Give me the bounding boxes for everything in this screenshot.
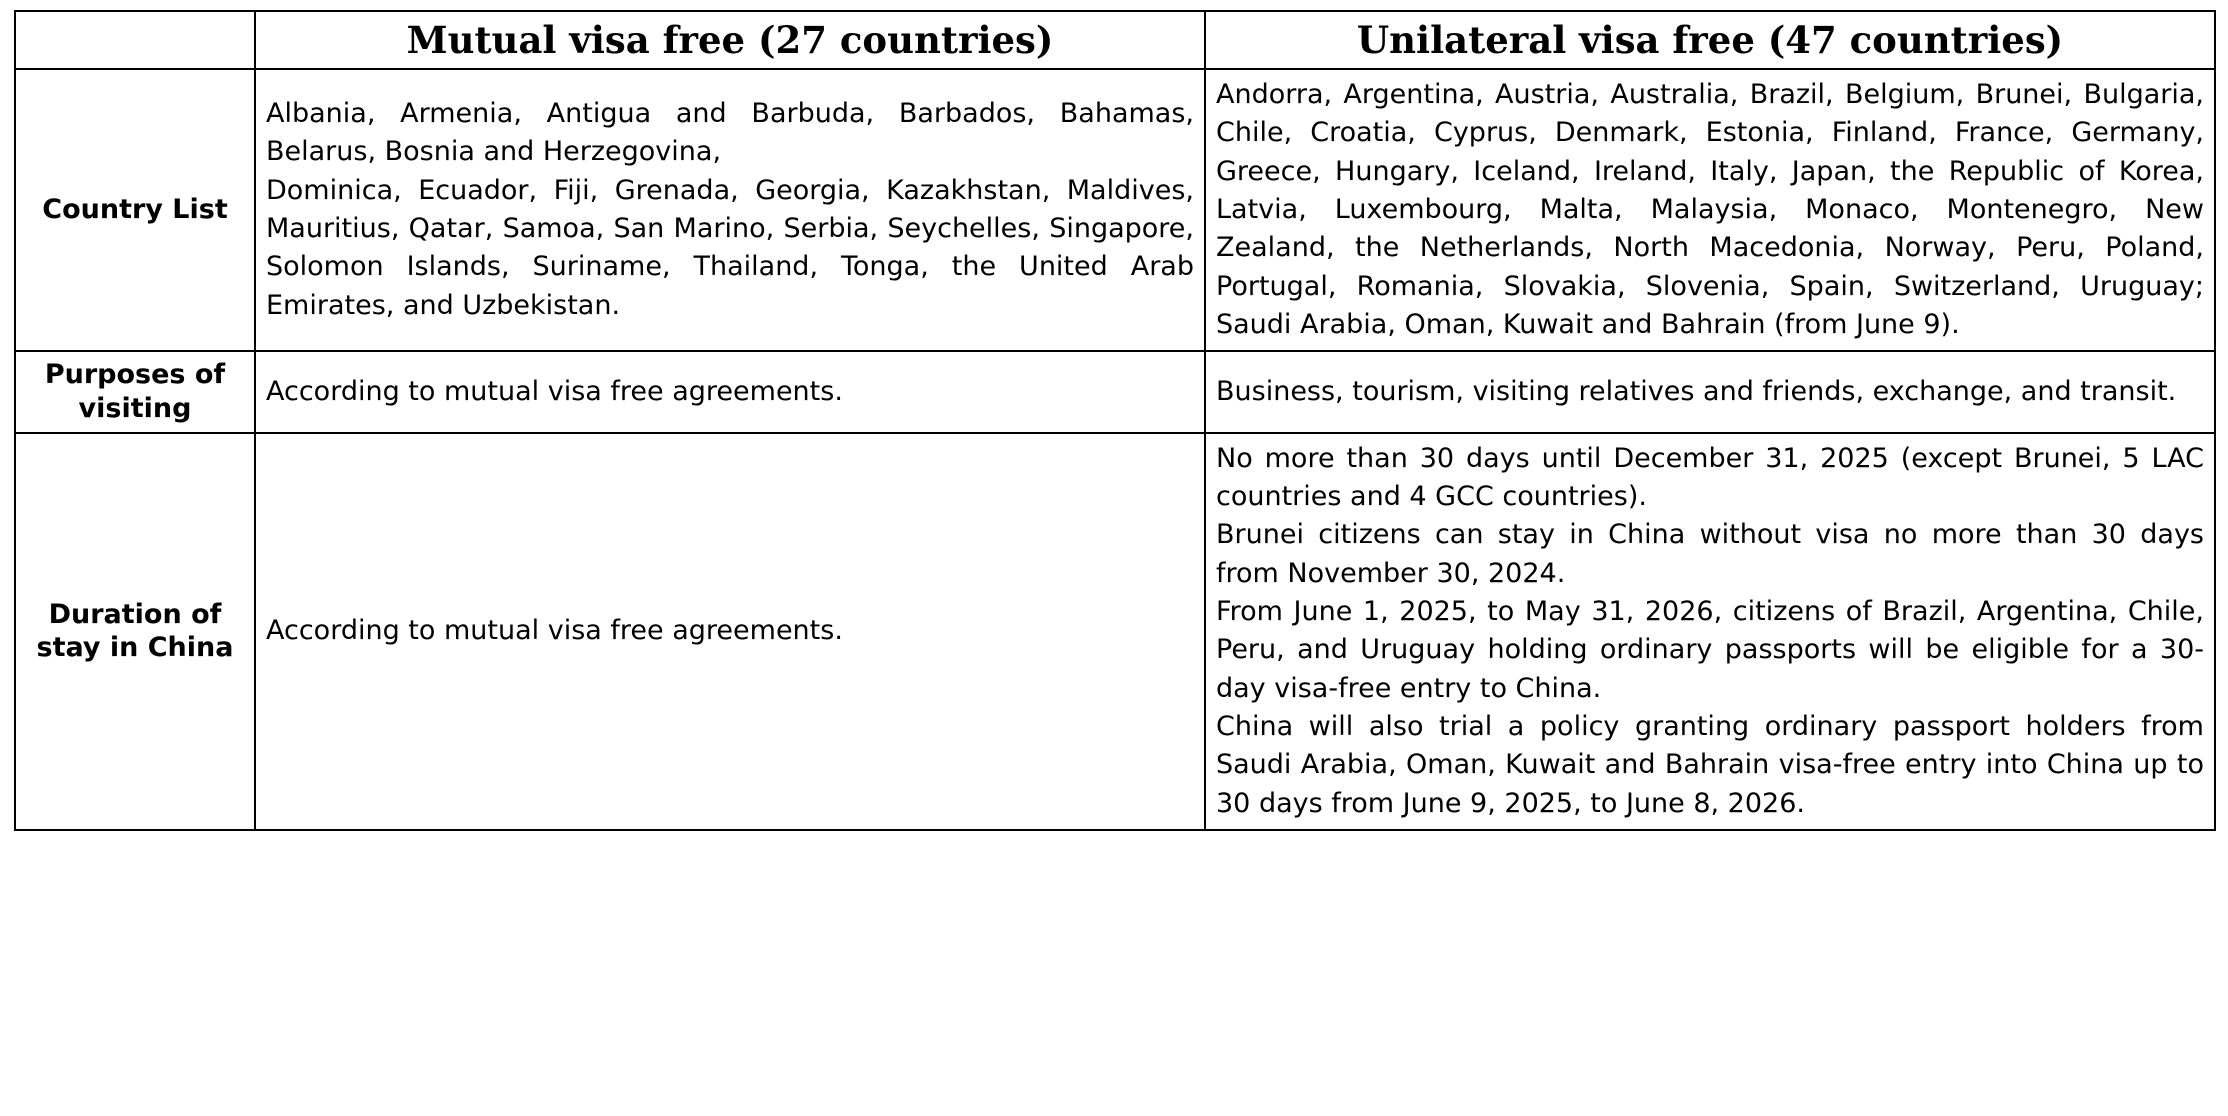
paragraph: Brunei citizens can stay in China without visa no more than 30 days from November 30, 2024. bbox=[1216, 519, 2204, 589]
cell-duration-unilateral bbox=[1205, 433, 2215, 830]
cell-duration-mutual bbox=[255, 433, 1205, 830]
cell-purposes-mutual bbox=[255, 351, 1205, 433]
paragraph: Dominica, Ecuador, Fiji, Grenada, Georgia, Kazakhstan, Maldives, Mauritius, Qatar, Samoa, San Marino, Serbia, Seychelles, Singapore, Solomon Islands, Suriname, Thailand, Tonga, the United Arab Emirates, and Uzbekistan. bbox=[266, 174, 1194, 321]
cell-purposes-unilateral bbox=[1205, 351, 2215, 433]
table-row bbox=[15, 69, 2215, 351]
header-mutual-visa-free: Mutual visa free (27 countries) bbox=[255, 11, 1205, 69]
paragraph: According to mutual visa free agreements. bbox=[266, 615, 843, 647]
paragraph: No more than 30 days until December 31, 2025 (except Brunei, 5 LAC countries and 4 GCC countries). bbox=[1216, 442, 2204, 513]
paragraph: China will also trial a policy granting ordinary passport holders from Saudi Arabia, Oman, Kuwait and Bahrain visa-free entry into China up to 30 days from June 9, 2025, to June 8, 2026. bbox=[1216, 711, 2204, 819]
visa-policy-table bbox=[14, 10, 2216, 831]
header-unilateral-visa-free: Unilateral visa free (47 countries) bbox=[1205, 11, 2215, 69]
paragraph: According to mutual visa free agreements. bbox=[266, 375, 843, 407]
paragraph: Business, tourism, visiting relatives and friends, exchange, and transit. bbox=[1216, 375, 2177, 407]
table-row bbox=[15, 433, 2215, 830]
header-corner-cell bbox=[15, 11, 255, 69]
row-label-country-list: Country List bbox=[15, 69, 255, 351]
paragraph: From June 1, 2025, to May 31, 2026, citizens of Brazil, Argentina, Chile, Peru, and Uruguay holding ordinary passports will be eligible for a 30-day visa-free entry to China. bbox=[1216, 596, 2204, 704]
paragraph: Albania, Armenia, Antigua and Barbuda, Barbados, Bahamas, Belarus, Bosnia and Herzegovina, bbox=[266, 98, 1194, 168]
row-label-duration-of-stay: Duration of stay in China bbox=[15, 433, 255, 830]
row-label-purposes-of-visiting: Purposes of visiting bbox=[15, 351, 255, 433]
table-row bbox=[15, 351, 2215, 433]
paragraph: Andorra, Argentina, Austria, Australia, Brazil, Belgium, Brunei, Bulgaria, Chile, Croatia, Cyprus, Denmark, Estonia, Finland, France, Germany, Greece, Hungary, Iceland, Ireland, Italy, Japan, the Republic of Korea, Latvia, Luxembourg, Malta, Malaysia, Monaco, Montenegro, New Zealand, the Netherlands, North Macedonia, Norway, Peru, Poland, Portugal, Romania, Slovakia, Slovenia, Spain, Switzerland, Uruguay; Saudi Arabia, Oman, Kuwait and Bahrain (from June 9). bbox=[1216, 79, 2204, 340]
cell-country-list-unilateral bbox=[1205, 69, 2215, 351]
cell-country-list-mutual bbox=[255, 69, 1205, 351]
table-header-row bbox=[15, 11, 2215, 69]
